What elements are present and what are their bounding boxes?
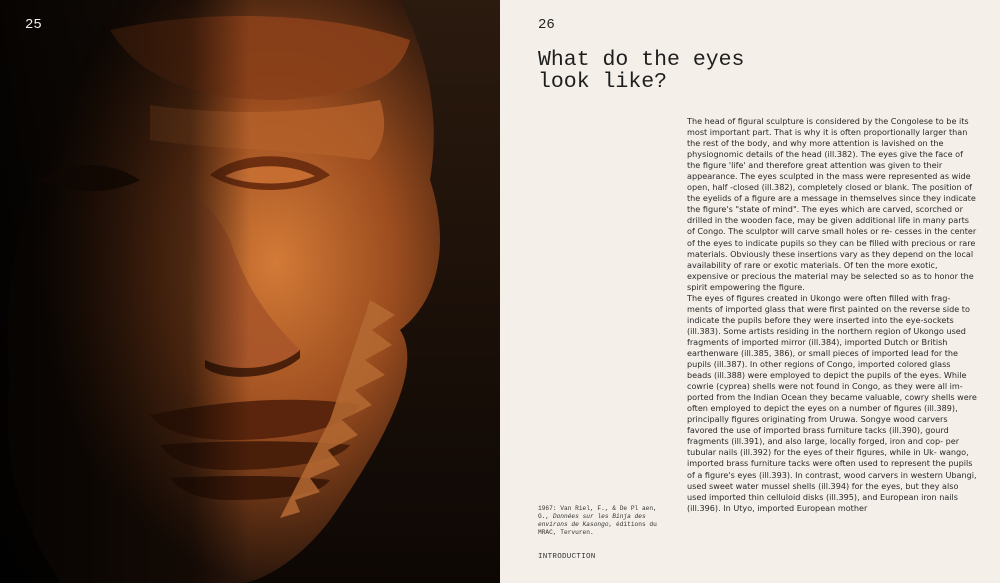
right-page [500, 0, 1000, 583]
page-title-line-1: What do the eyes [538, 48, 745, 72]
footnote-publisher: , éditions du MRAC, Tervuren. [538, 521, 657, 536]
footnote-citation: 1967: Van Riel, F., & De Pl aen, G., [538, 505, 657, 520]
footnote-title: Données sur les Binja des environs de Kasongo [538, 513, 646, 528]
page-title-line-2: look like? [538, 70, 668, 94]
page-number-right: 26 [538, 17, 555, 33]
body-paragraph-1: The head of figural sculpture is considered by the Congolese to be its most important part. That is why it is often proportionally larger than the rest of the body, and why more attention is lavished on the physiognomic details of the head (ill.382). The eyes give the face of the figure 'life' and therefore great attention was given to their appearance. The eyes sculpted in the mass were represented as wide open, half -closed (ill.382), completely closed or blank. The position of the eyelids of a figure are a message in themselves since they indicate the figure's "state of mind". The eyes which are carved, scorched or drilled in the wooden face, may be given additional life in many parts of Congo. The sculptor will carve small holes or re- cesses in the center of the eyes to indicate pupils so they can be filled with precious or rare materials. Obviously these insertions vary as they depend on the local availability of rare or exotic materials. Of ten the more exotic, expensive or precious the material may be selected so as to honor the spirit empowering the figure. [687, 116, 977, 292]
section-label: INTRODUCTION [538, 553, 596, 561]
page-title [538, 49, 838, 93]
body-text [687, 116, 977, 514]
body-paragraph-2: The eyes of figures created in Ukongo were often filled with frag- ments of imported glass that were first painted on the reverse side to indicate the pupils before they were inserted into the eye-sockets (ill.383). Some artists residing in the northern region of Ukongo used fragments of imported mirror (ill.384), imported Dutch or British earthenware (ill.385, 386), or small pieces of imported lead for the pupils (ill.387). In other regions of Congo, imported colored glass beads (ill.388) were employed to depict the pupils of the eyes. While cowrie (cyprea) shells were not found in Congo, as they were all im- ported from the Indian Ocean they became valuable, cowry shells were often employed to depict the eyes on a number of figures (ill.389), principally figures originating from Uruwa. Songye wood carvers favored the use of imported brass furniture tacks (ill.390), gourd fragments (ill.391), and also large, locally forged, iron and cop- per tubular nails (ill.392) for the eyes of their figures, while in Uk- wango, imported brass furniture tacks were often used to represent the pupils of a figure's eyes (ill.393). In contrast, wood carvers in western Ubangi, used sweet water mussel shells (ill.394) for the eyes, but they also used imported thin celluloid disks (ill.395), and European iron nails (ill.396). In Utyo, imported European mother [687, 292, 977, 513]
footnote [538, 505, 666, 537]
page-number-left: 25 [25, 17, 42, 33]
